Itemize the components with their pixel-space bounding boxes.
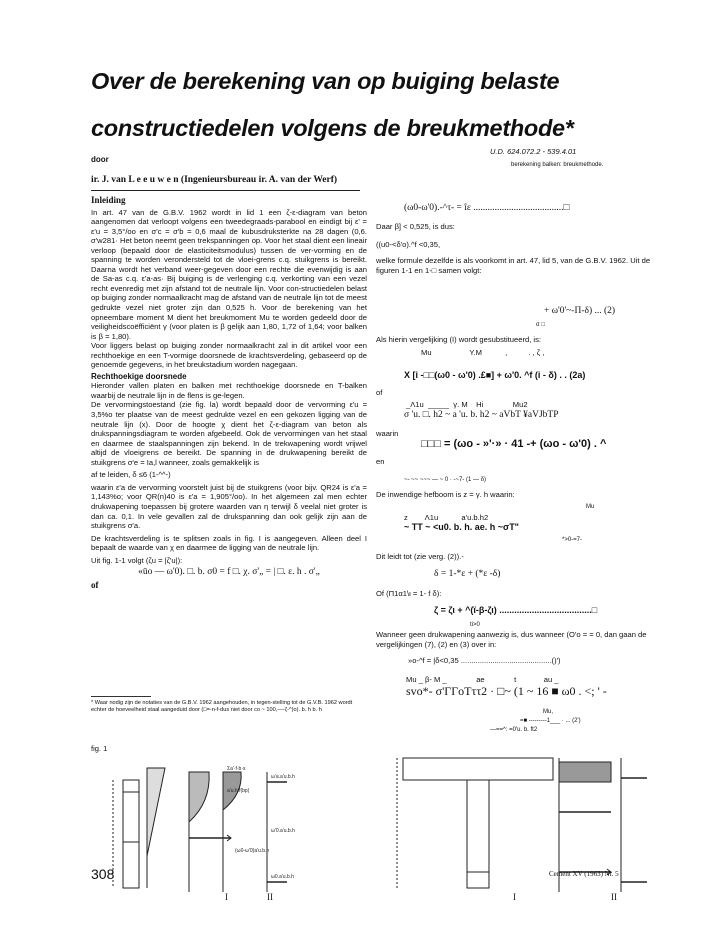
section-rect (123, 780, 139, 888)
roman-label: II (611, 892, 617, 902)
equation-last2: —==^: =0'u. b. ft2 (490, 727, 538, 733)
of-label: of (91, 579, 99, 590)
paragraph: De krachtsverdeling is te splitsen zoals in fig. I is aangegeven. Alleen deel I bepaalt de waarde van χ en daarmee de ligging van de neutrale lijn. (91, 533, 367, 553)
by-label: door (91, 155, 109, 164)
journal-footer: Cement XV (1963) Nr. 5 (549, 870, 619, 878)
figure-sublabel: ω0.a'u.b.h (271, 874, 294, 880)
figure-sublabel: (ω0-ω'0)a'u.b.h (235, 848, 270, 854)
paragraph: Hieronder vallen platen en balken met rechthoekige doorsnede en T-balken waarbij de neutrale lijn in de flens is ge-legen. (91, 381, 367, 400)
paragraph: Uit fig. 1-1 volgt (ζu = |ζ'u|): (91, 555, 183, 565)
z-tail: *>0-=7- (562, 537, 583, 543)
strain-diagram (147, 768, 165, 856)
mu2: Mu, (543, 709, 554, 715)
of-label: of (376, 388, 383, 397)
author-line: ir. J. van L e e u w e n (Ingenieursbureau ir. A. van der Werf) (91, 175, 338, 185)
equation-3: δ = 1-*ε + (*ε -δ) (434, 569, 501, 579)
en-label: en (376, 457, 385, 466)
equation-2: + ω'0'~-Π-δ) ... (2) (544, 306, 616, 316)
udc-code: U.D. 624.072.2 - 539.4.01 (490, 147, 577, 156)
page-number: 308 (91, 866, 115, 882)
equation-2-sub: σ □ (536, 322, 545, 328)
m-line: Mu _ β- M _ ae t au _ (406, 675, 559, 684)
fraction-top: _Λ1u _____ γ. M Hi Mu2 (406, 400, 528, 409)
inwendige-line: De inwendige hefboom is z = γ. h waarin: (376, 490, 515, 499)
figure-sublabel: a'u.h.f(bp) (227, 788, 250, 794)
big-equation: svo*- σ'ΓΓοΤττ2 · □~ (1 ~ 16 ■ ω0 . <; ' - (406, 684, 607, 698)
of-line: Of (Π1α1\ι = 1- f δ): (376, 589, 442, 598)
daar-line: Daar β] < 0,525, is dus: (376, 222, 455, 231)
mu3: =■ ---------1___ · ... (2') (520, 718, 581, 724)
zeta-equation: ζ = ζι + ^(ϊ-β-ζι) .....................................□ (434, 605, 598, 615)
equation-2a: X [i -□□(ω0 - ω'0) .£■] + ω'0. ^f (i - δ) . . (2a) (404, 370, 586, 380)
figure-sublabel: ω'a.a'u.b.h (271, 774, 295, 780)
z-mu: Mu (586, 504, 595, 510)
dit-line: Dit leidt tot (zie verg. (2)).- (376, 552, 464, 561)
fraction-bottom: σ 'u. □. h2 ~ a 'u. b. h2 ~ aVbT ¥aVJbTP (404, 410, 559, 420)
figure-label: fig. 1 (91, 744, 108, 753)
figure-1 (91, 752, 651, 902)
figure-sublabel: ω'0.a'u.b.h (271, 828, 295, 834)
footnote: * Waar nodig zijn de notaties van de G.B.V. 1962 aangehouden, in tegen-stelling tot de G.V.B. 1962 wordt echter de hoeveelheid staal aangeduid door (□=-n-f-dus niet door co ~ 100,—-ζ-^)o). b. h b. h (91, 700, 353, 714)
roman-label: I (513, 892, 516, 902)
condition-line: ((u0-<δ'o).^f <0,35, (376, 240, 441, 249)
author-rule (91, 190, 360, 191)
paragraph: waarin ε'a de vervorming voorstelt juist bij de stuikgrens (voor bijv. QR24 is ε'a = 1,143%o; voor QR(n)40 is ε'a = 1,905°/oo). In het algemeen zal men echter drukwapening toepassen bij grotere waarden van η terwijl δ veelal niet groter is dan ca. 0,1. In vele gevallen zal de drukspanning dan ook gelijk zijn aan de stuikgrens σ'a. (91, 482, 367, 531)
roman-label: I (225, 892, 228, 902)
paragraph: Voor liggers belast op buiging zonder normaalkracht zal in dit artikel voor een rechthoekige en een T-vormige doorsnede de krachtsverdeling, gebaseerd op de genoemde gegevens, in het breukstadium worden nagegaan. (91, 341, 367, 370)
inleiding-heading: Inleiding (91, 195, 126, 205)
en-equation: ~- ~~ ~~~ — ~ 0 · -~7- (1 — δ) (404, 477, 487, 483)
footnote-rule (91, 696, 151, 697)
figure-sublabel: Σa'·f·b·x (227, 766, 246, 772)
rechthoekig-heading: Rechthoekige doorsnede (91, 371, 187, 381)
z-line: z Λ1u a'u.b.h2 (404, 513, 489, 522)
waarin-label: waarin (376, 429, 399, 438)
paragraph: De vervormingstoestand (zie fig. la) wordt bepaald door de vervorming ε'u = 3,5%o ter plaatse van de meest gedrukte vezel en een gekozen ligging van de neutrale lijn (x). Door de hoogte χ dient het ζ-ε-diagram van beton als drukspanningsdiagram te worden afgebeeld. Ook de vervormingen van het staal en daarmee de staalspanningen zijn bekend. In de trekwapening wordt vrijwel altijd de vloeigrens σe bereikt. De spanning in de drukwapening bereikt de stuikgrens σ'e = Ia,l wanneer, zoals gemakkelijk is (91, 400, 367, 467)
mu-line: Mu Y.M , . , ζ , (421, 348, 545, 357)
welke-paragraph: welke formule dezelfde is als voorkomt in art. 47, lid 5, van de G.B.V. 1962. Uit de figuren 1-1 en 1-□ samen volgt: (376, 256, 651, 275)
t-flange (403, 758, 553, 780)
equation-1: «ūo — ω'0). □. b. σ0 = f □. χ. σ'„ = | □. ε. h . σ'„ (138, 567, 320, 578)
paragraph: af te leiden, δ ≤6 (1-^^-) (91, 470, 171, 480)
stress-block (189, 772, 209, 822)
wanneer-paragraph: Wanneer geen drukwapening aanwezig is, dus wanneer (O'o = = 0, dan gaan de vergelijkingen (7), (2) en (3) over in: (376, 630, 647, 649)
als-line: Als hierin vergelijking (I) wordt gesubstitueerd, is: (376, 335, 542, 344)
article-title: Over de berekening van op buiging belaste constructiedelen volgens de breukmethode* (91, 68, 574, 141)
paragraph: In art. 47 van de G.B.V. 1962 wordt in lid 1 een ζ-ε-diagram van beton aangenomen dat verloopt volgens een tweedegraads-parabool en eindigt bij ε' = ε'u = 3,5°/oo en σ'c = σ'b = 0,6 maal de kubusdruksterkte na 28 dagen (0,6. σ'w281· Het beton neemt geen trekspanningen op. Voor het staal dient een lineair verloop (bepaald door de elasticiteitsmodulus) tussen de ver-vorming en de spanning te worden verondersteld tot de vloei-grens c.q. stuikgrens is bereikt. Daarna wordt het verband weer-gegeven door een rechte die evenwijdig is aan de Sa-as c.q. ε'a-as· Bij buiging is de verlenging c.q. verkorting van een vezel recht evenredig met zijn afstand tot de neutrale lijn. Voor con-structiedelen belast op buiging zonder normaalkracht mag de afstand van de neutrale lijn tot de meest gedrukte vezel niet groter zijn dan 0,525 h. Voor de berekening van het opneembare moment M dient het breukmoment Mu te worden gedeeld door de veiligheidscoëfficiënt γ (voor platen is β gelijk aan 1,80, 1,72 of 1,64; voor balken is β = 1,80). (91, 207, 367, 341)
left-column (91, 196, 367, 592)
equation-boxes: □□□ = (ωo - »'·» · 41 -+ (ωo - ω'0) . ^ (421, 438, 607, 450)
roman-label: II (267, 892, 273, 902)
udc-note: berekening balken: breukmethode. (511, 162, 604, 168)
z-equation: ~ ΤΤ ~ <u0. b. h. ae. h ~σT" (404, 522, 519, 532)
equation-top: (ω0-ω'0).-^τ- = îε ......................................□ (404, 203, 570, 213)
zeta-sub: ti>0 (470, 622, 480, 628)
equation-last: »o-^f = |δ<0,35 ...........................................()') (408, 656, 561, 665)
